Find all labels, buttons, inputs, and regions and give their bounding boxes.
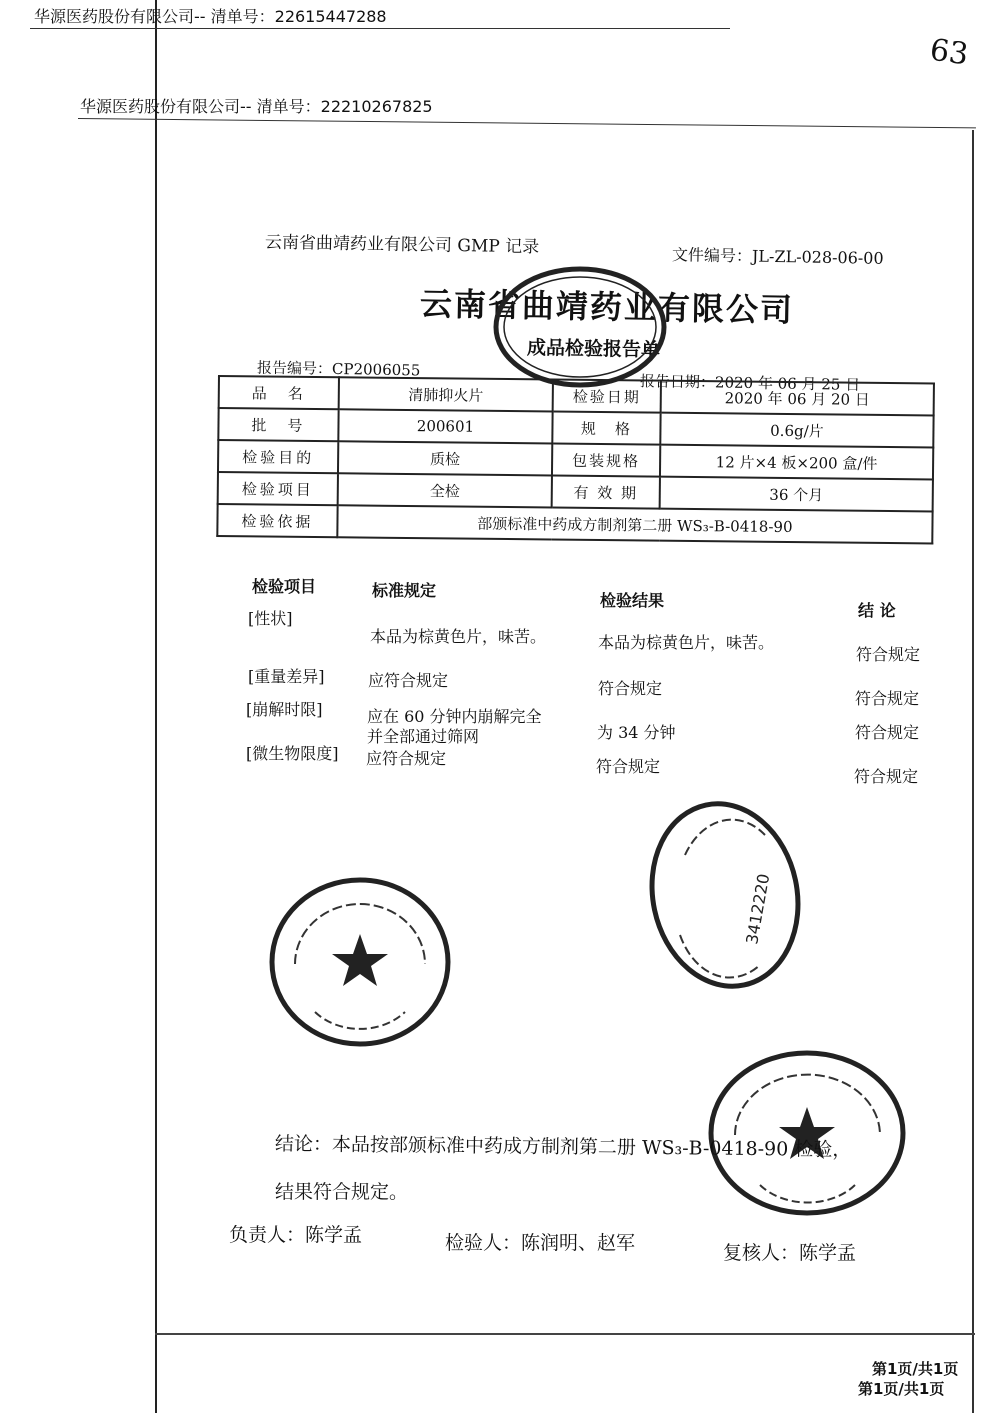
report-subtitle: 成品检验报告单 [526, 336, 661, 362]
gmp-record-title: 云南省曲靖药业有限公司 GMP 记录 [264, 232, 540, 258]
header-rule-2 [78, 118, 976, 128]
result-conclusion-appearance: 符合规定 [856, 645, 921, 664]
label-basis: 检验依据 [217, 504, 337, 537]
table-row [217, 504, 932, 543]
result-item-appearance: [性状] [248, 609, 293, 628]
page-number-2: 第1页/共1页 [858, 1380, 945, 1398]
value-shelf-life: 36 个月 [660, 477, 933, 512]
results-header-standard: 标准规定 [372, 581, 437, 600]
label-product-name: 品 名 [219, 376, 339, 409]
label-purpose: 检验目的 [218, 440, 338, 473]
stamp-huayuan-quality-report [645, 795, 805, 995]
results-header-result: 检验结果 [600, 591, 665, 610]
result-value-microbial: 符合规定 [596, 757, 661, 776]
page-edge-right [972, 130, 974, 1413]
page-edge-left [155, 0, 157, 1413]
result-value-appearance: 本品为棕黄色片，味苦。 [598, 633, 775, 652]
value-batch-no: 200601 [338, 409, 552, 443]
value-packaging: 12 片×4 板×200 盒/件 [660, 445, 933, 480]
signature-reviewer: 复核人：陈学孟 [723, 1242, 857, 1264]
results-header-item: 检验项目 [252, 577, 317, 596]
result-value-disintegration: 为 34 分钟 [597, 723, 676, 742]
conclusion-line-1: 结论：本品按部颁标准中药成方制剂第二册 WS₃-B-0418-90 检验， [274, 1132, 852, 1162]
page-edge-bottom [155, 1333, 975, 1335]
value-spec: 0.6g/片 [660, 413, 933, 448]
value-basis: 部颁标准中药成方制剂第二册 WS₃-B-0418-90 [337, 505, 932, 543]
product-info-table [216, 375, 935, 544]
label-test-items: 检验项目 [218, 472, 338, 505]
label-spec: 规 格 [552, 412, 660, 445]
file-number: 文件编号：JL-ZL-028-06-00 [671, 245, 884, 268]
header-line-1: 华源医药股份有限公司-- 清单号：22615447288 [34, 7, 387, 26]
result-standard-appearance: 本品为棕黄色片，味苦。 [370, 627, 547, 646]
value-test-items: 全检 [338, 473, 552, 507]
result-value-weight: 符合规定 [598, 679, 663, 698]
company-name: 云南省曲靖药业有限公司 [419, 284, 795, 330]
page-number-1: 第1页/共1页 [872, 1360, 959, 1378]
value-product-name: 清肺抑火片 [339, 377, 553, 411]
results-header-conclusion: 结 论 [858, 601, 896, 620]
stamp-anhui-yansheng [265, 872, 455, 1052]
label-shelf-life: 有 效 期 [552, 476, 660, 509]
value-purpose: 质检 [338, 441, 552, 475]
report-date: 报告日期：2020 年 06 月 25 日 [639, 372, 861, 394]
signature-responsible: 负责人：陈学孟 [229, 1224, 363, 1246]
report-number: 报告编号：CP2006055 [256, 358, 421, 380]
signature-inspector: 检验人：陈润明、赵军 [445, 1232, 636, 1254]
header-rule-1 [30, 28, 730, 29]
label-packaging: 包装规格 [552, 444, 660, 477]
label-test-date: 检验日期 [553, 380, 661, 413]
result-item-microbial: [微生物限度] [246, 744, 339, 763]
header-line-2: 华源医药股份有限公司-- 清单号：22210267825 [80, 97, 433, 116]
result-item-weight: [重量差异] [248, 667, 325, 686]
stamp-qujing-quality [490, 262, 670, 392]
result-item-disintegration: [崩解时限] [246, 700, 323, 719]
handwritten-mark: 63 [927, 32, 971, 73]
result-conclusion-disintegration: 符合规定 [855, 723, 920, 742]
stamp-code: 3412220 [742, 872, 774, 946]
result-standard-weight: 应符合规定 [368, 671, 449, 690]
conclusion-line-2: 结果符合规定。 [275, 1181, 409, 1203]
result-standard-microbial: 应符合规定 [366, 749, 447, 768]
result-conclusion-weight: 符合规定 [855, 689, 920, 708]
stamp-sixian-pharma [705, 1045, 910, 1220]
value-test-date: 2020 年 06 月 20 日 [661, 381, 934, 416]
result-conclusion-microbial: 符合规定 [854, 767, 919, 786]
label-batch-no: 批 号 [218, 408, 338, 441]
result-standard-disintegration-2: 并全部通过筛网 [367, 727, 480, 746]
result-standard-disintegration: 应在 60 分钟内崩解完全 [367, 707, 542, 726]
